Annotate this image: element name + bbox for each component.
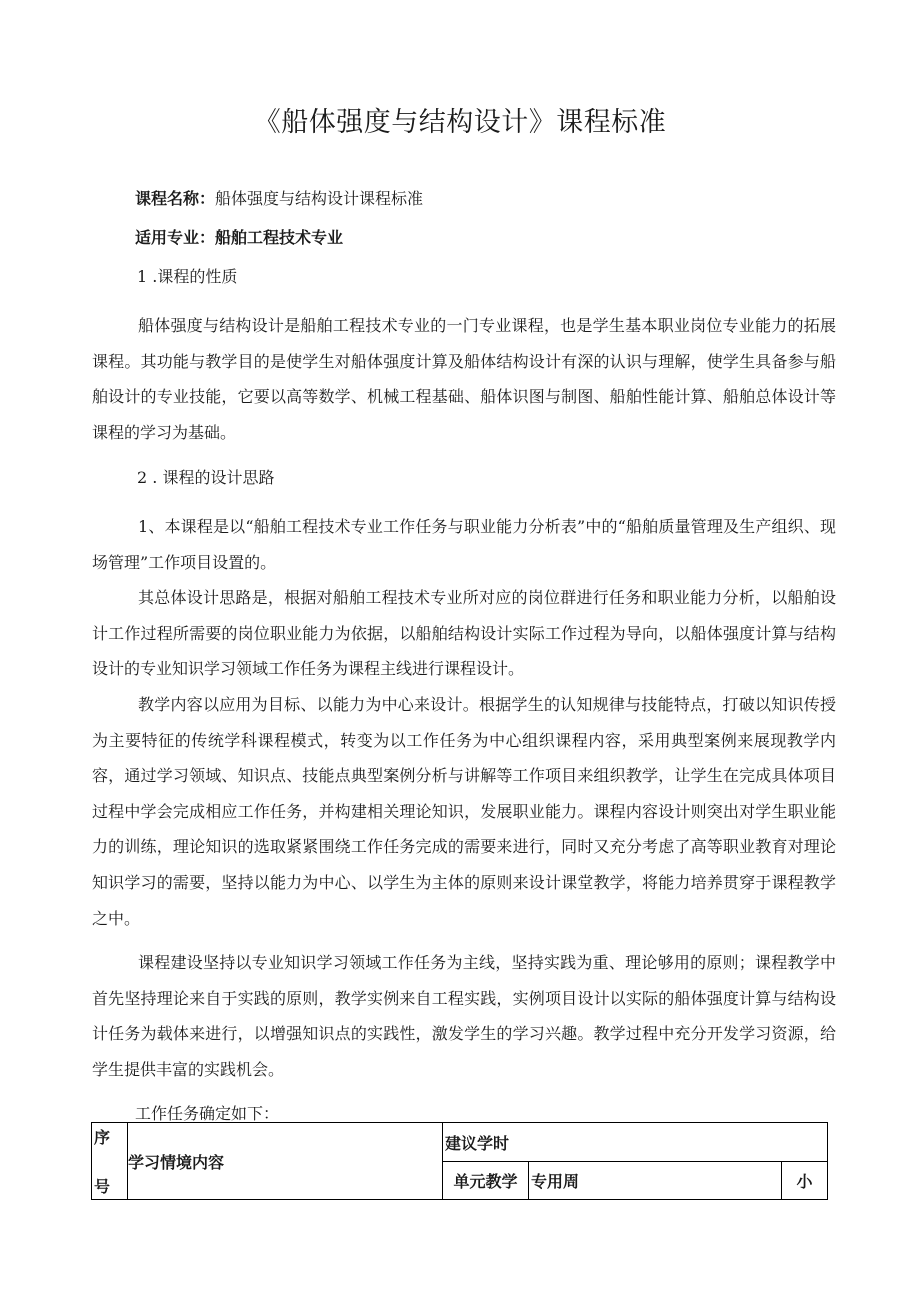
paragraph-overall-design: 其总体设计思路是，根据对船舶工程技术专业所对应的岗位群进行任务和职业能力分析，以船舶设计工作过程所需要的岗位职业能力为依据，以船舶结构设计实际工作过程为导向，以船体强度计算与结构设计的专业知识学习领域工作任务为课程主线进行课程设计。 [92, 588, 836, 679]
major-line [135, 225, 343, 248]
seq-header-bottom: 号 [94, 1177, 111, 1196]
hours-header-cell: 建议学时 [443, 1123, 828, 1162]
section-heading-design: 2 . 课程的设计思路 [137, 468, 275, 487]
paragraph-nature: 船体强度与结构设计是船舶工程技术专业的一门专业课程，也是学生基本职业岗位专业能力的拓展课程。其功能与教学目的是使学生对船体强度计算及船体结构设计有深的认识与理解，使学生具备参与船舶设计的专业技能，它要以高等数学、机械工程基础、船体识图与制图、船舶性能计算、船舶总体设计等课程的学习为基础。 [92, 316, 836, 442]
major-value: 船舶工程技术专业 [215, 228, 344, 247]
table-header-row [92, 1123, 828, 1162]
major-label: 适用专业： [135, 228, 216, 247]
course-name-label: 课程名称： [135, 189, 216, 208]
subtotal-header: 小 [782, 1162, 828, 1200]
table-intro: 工作任务确定如下： [135, 1104, 280, 1123]
special-week-header: 专用周 [529, 1162, 782, 1200]
unit-teaching-header: 单元教学 [443, 1162, 529, 1200]
content-header-cell: 学习情境内容 [128, 1123, 443, 1200]
document-title: 《船体强度与结构设计》课程标准 [253, 107, 667, 138]
course-name-value: 船体强度与结构设计课程标准 [215, 189, 424, 208]
course-name-line [135, 186, 423, 209]
section-heading-nature: 1 .课程的性质 [137, 267, 238, 286]
paragraph-design-basis: 1、本课程是以“船舶工程技术专业工作任务与职业能力分析表”中的“船舶质量管理及生产组织、现场管理”工作项目设置的。 [92, 517, 836, 572]
task-table [91, 1122, 828, 1200]
seq-header-top: 序 [94, 1128, 111, 1147]
seq-header-cell [92, 1123, 128, 1200]
paragraph-course-construction: 课程建设坚持以专业知识学习领域工作任务为主线，坚持实践为重、理论够用的原则；课程教学中首先坚持理论来自于实践的原则，教学实例来自工程实践，实例项目设计以实际的船体强度计算与结构设计任务为载体来进行，以增强知识点的实践性，激发学生的学习兴趣。教学过程中充分开发学习资源，给学生提供丰富的实践机会。 [92, 953, 836, 1079]
paragraph-teaching-content: 教学内容以应用为目标、以能力为中心来设计。根据学生的认知规律与技能特点，打破以知识传授为主要特征的传统学科课程模式，转变为以工作任务为中心组织课程内容，采用典型案例来展现教学内容，通过学习领域、知识点、技能点典型案例分析与讲解等工作项目来组织教学，让学生在完成具体项目过程中学会完成相应工作任务，并构建相关理论知识，发展职业能力。课程内容设计则突出对学生职业能力的训练，理论知识的选取紧紧围绕工作任务完成的需要来进行，同时又充分考虑了高等职业教育对理论知识学习的需要，坚持以能力为中心、以学生为主体的原则来设计课堂教学，将能力培养贯穿于课程教学之中。 [92, 695, 836, 928]
